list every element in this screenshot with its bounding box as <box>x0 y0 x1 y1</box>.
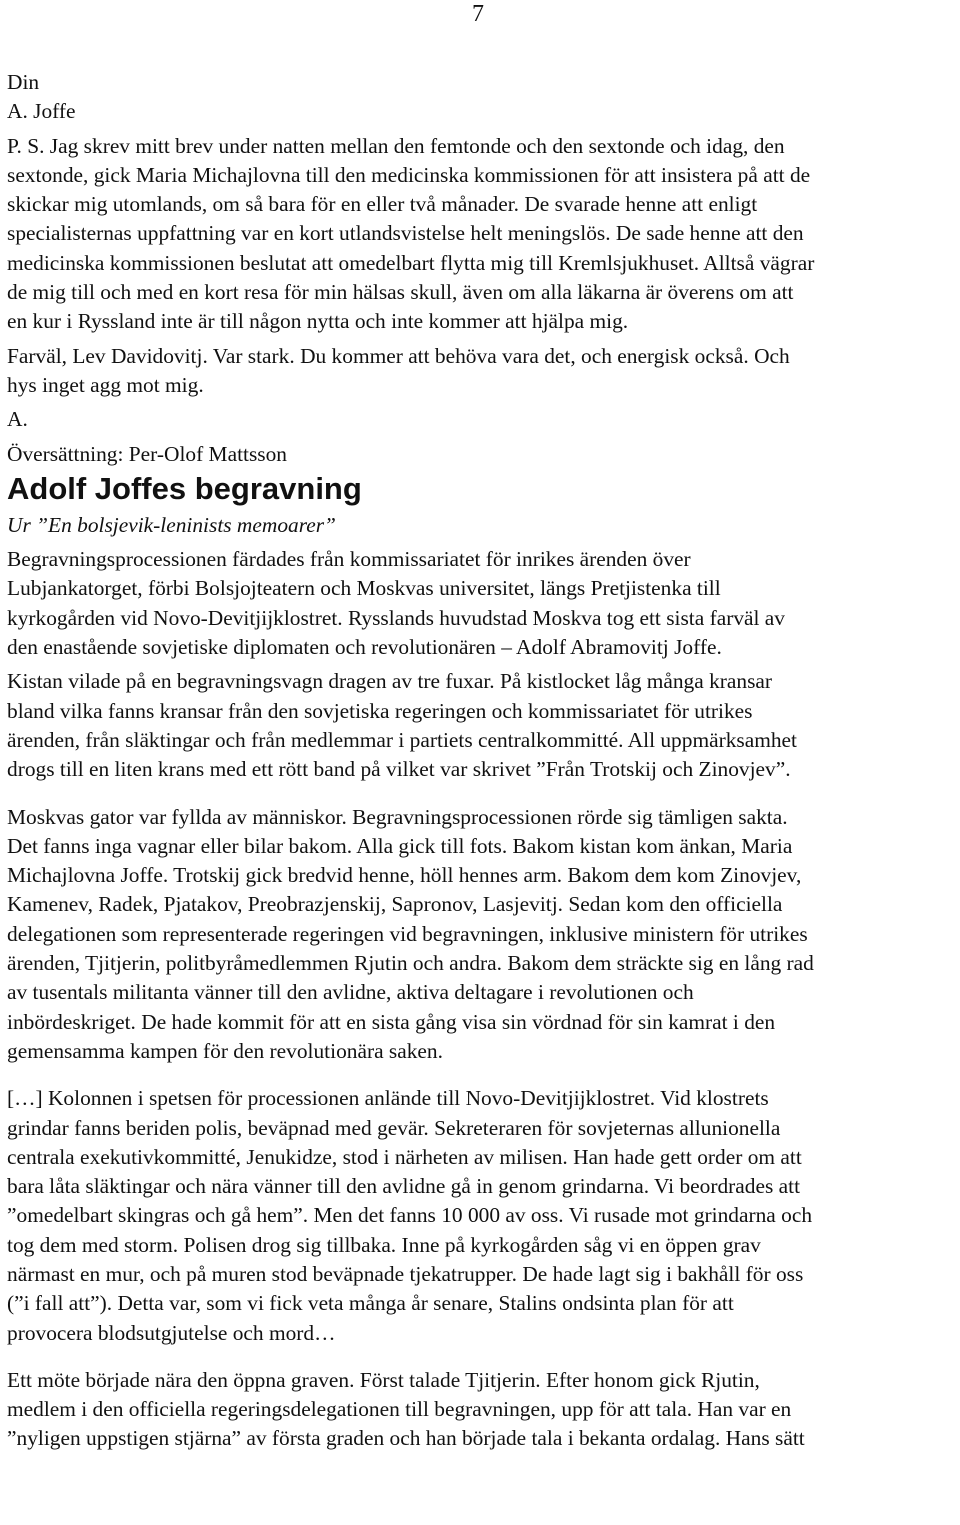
letter-signoff <box>7 68 956 127</box>
text-line: provocera blodsutgjutelse och mord… <box>7 1320 336 1345</box>
text-line: sextonde, gick Maria Michajlovna till den medicinska kommissionen för att insistera på att de <box>7 162 811 187</box>
text-line: Begravningsprocessionen färdades från kommissariatet för inrikes ärenden över <box>7 547 691 572</box>
text-line: den enastående sovjetiske diplomaten och revolutionären – Adolf Abramovitj Joffe. <box>7 635 722 660</box>
body-paragraph <box>7 803 956 1067</box>
text-line: Det fanns inga vagnar eller bilar bakom. Alla gick till fots. Bakom kistan kom änkan, Maria <box>7 833 793 858</box>
text-line: Michajlovna Joffe. Trotskij gick bredvid henne, höll hennes arm. Bakom dem kom Zinovjev, <box>7 863 802 888</box>
text-line: ”nyligen uppstigen stjärna” av första graden och han började tala i bekanta ordalag. Hans sätt <box>7 1426 805 1451</box>
body-paragraph <box>7 1366 956 1454</box>
page-number: 7 <box>472 1 484 27</box>
body-paragraph <box>7 1084 956 1348</box>
text-line: medlem i den officiella regeringsdelegationen till begravningen, upp för att tala. Han var en <box>7 1397 792 1422</box>
text-line: […] Kolonnen i spetsen för processionen anlände till Novo-Devitjijklostret. Vid klostrets <box>7 1086 769 1111</box>
signoff-name: A. Joffe <box>7 99 76 124</box>
text-line: Farväl, Lev Davidovitj. Var stark. Du kommer att behöva vara det, och energisk också. Och <box>7 343 790 368</box>
text-line: skickar mig utomlands, om så bara för en eller två månader. De svarade henne att enligt <box>7 192 758 217</box>
letter-initial: A. <box>7 407 28 432</box>
text-line: grindar fanns beriden polis, beväpnad med gevär. Sekreteraren för sovjeternas allunionella <box>7 1115 781 1140</box>
text-line: centrala exekutivkommitté, Jenukidze, stod i närheten av milisen. Han hade gett order om att <box>7 1144 802 1169</box>
farewell-paragraph <box>7 342 956 401</box>
text-line: Kamenev, Radek, Pjatakov, Preobrazjenskij, Sapronov, Lasjevitj. Sedan kom den officiella <box>7 892 783 917</box>
signoff-closing: Din <box>7 70 40 94</box>
text-line: Kistan vilade på en begravningsvagn dragen av tre fuxar. På kistlocket låg många kransar <box>7 669 773 694</box>
text-line: drogs till en liten krans med ett rött band på vilket var skrivet ”Från Trotskij och Zinovjev”. <box>7 757 791 782</box>
text-line: ärenden, från släktingar och från medlemmar i partiets centralkommitté. All uppmärksamhet <box>7 727 797 752</box>
translator-credit: Översättning: Per-Olof Mattsson <box>7 441 287 466</box>
text-line: tog dem med storm. Polisen drog sig tillbaka. Inne på kyrkogården såg vi en öppen grav <box>7 1232 761 1257</box>
text-line: specialisternas uppfattning var en kort utlandsvistelse helt meningslös. De sade henne att den <box>7 221 804 246</box>
document-body <box>7 68 956 1454</box>
text-line: bland vilka fanns kransar från den sovjetiska regeringen och kommissariatet för utrikes <box>7 698 753 723</box>
text-line: inbördeskriget. De hade kommit för att en sista gång visa sin vördnad för sin kamrat i den <box>7 1009 776 1034</box>
body-paragraph <box>7 667 956 784</box>
text-line: en kur i Ryssland inte är till någon nytta och inte kommer att hjälpa mig. <box>7 309 629 334</box>
text-line: P. S. Jag skrev mitt brev under natten mellan den femtonde och den sextonde och idag, den <box>7 133 785 158</box>
text-line: ärenden, Tjitjerin, politbyråmedlemmen Rjutin och andra. Bakom dem sträckte sig en lång rad <box>7 951 814 976</box>
text-line: (”i fall att”). Detta var, som vi fick veta många år senare, Stalins ondsinta plan för att <box>7 1291 734 1316</box>
text-line: hys inget agg mot mig. <box>7 372 204 397</box>
postscript-paragraph <box>7 132 956 337</box>
section-heading: Adolf Joffes begravning <box>7 470 362 506</box>
text-line: kyrkogården vid Novo-Devitjijklostret. Rysslands huvudstad Moskva tog ett sista farväl av <box>7 605 786 630</box>
text-line: Lubjankatorget, förbi Bolsjojteatern och Moskvas universitet, längs Pretjistenka till <box>7 576 721 601</box>
text-line: de mig till och med en kort resa för min hälsas skull, även om alla läkarna är överens om att <box>7 280 794 305</box>
text-line: delegationen som representerade regeringen vid begravningen, inklusive ministern för utrikes <box>7 921 808 946</box>
text-line: av tusentals militanta vänner till den avlidne, aktiva deltagare i revolutionen och <box>7 980 694 1005</box>
text-line: medicinska kommissionen beslutat att omedelbart flytta mig till Kremlsjukhuset. Alltså vägrar <box>7 250 815 275</box>
text-line: ”omedelbart skingras och gå hem”. Men det fanns 10 000 av oss. Vi rusade mot grindarna och <box>7 1203 813 1228</box>
text-line: Moskvas gator var fyllda av människor. Begravningsprocessionen rörde sig tämligen sakta. <box>7 804 788 829</box>
text-line: närmast en mur, och på muren stod beväpnade tjekatrupper. De hade lagt sig i bakhåll för oss <box>7 1261 804 1286</box>
text-line: Ett möte började nära den öppna graven. Först talade Tjitjerin. Efter honom gick Rjutin, <box>7 1367 760 1392</box>
text-line: gemensamma kampen för den revolutionära saken. <box>7 1038 443 1063</box>
section-subtitle: Ur ”En bolsjevik-leninists memoarer” <box>7 512 336 537</box>
body-paragraph <box>7 545 956 662</box>
text-line: bara låta släktingar och nära vänner till den avlidne gå in genom grindarna. Vi beordrades att <box>7 1174 801 1199</box>
